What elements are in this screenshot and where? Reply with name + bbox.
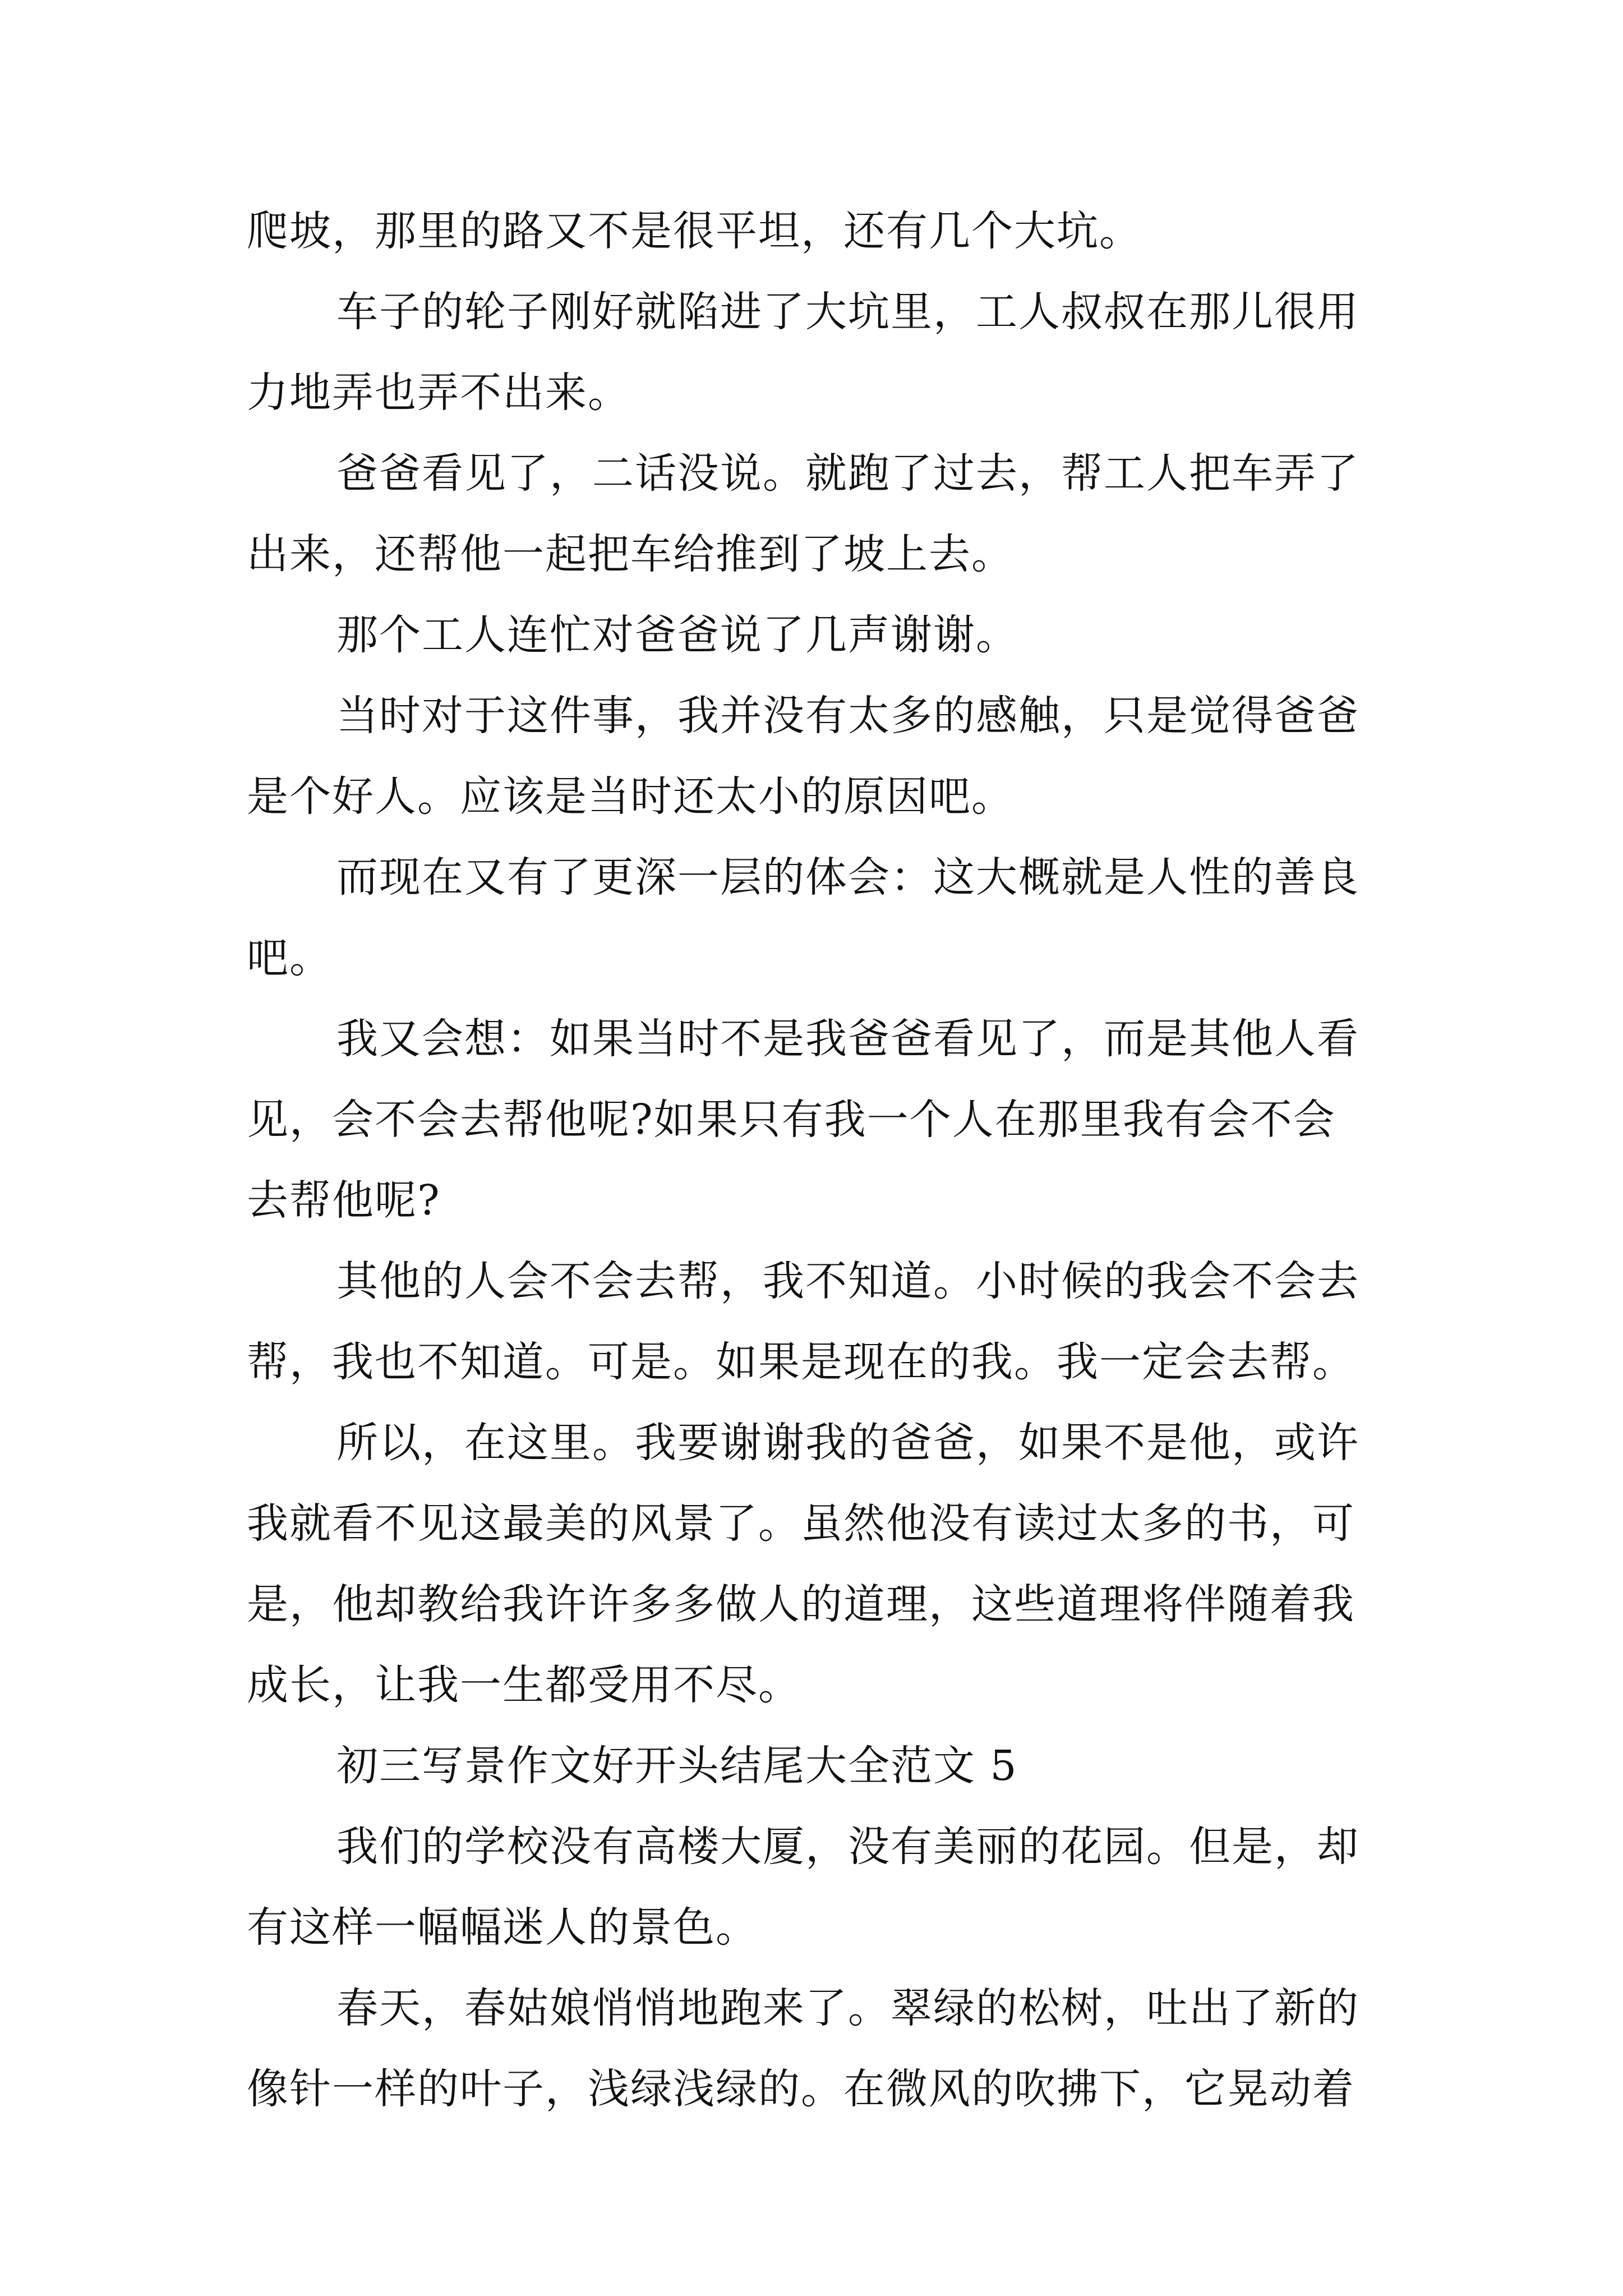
text-line-8: 是个好人。应该是当时还太小的原因吧。 [247,772,1014,821]
text-line-1: 爬坡，那里的路又不是很平坦，还有几个大坑。 [247,207,1142,255]
text-line-14: 其他的人会不会去帮，我不知道。小时候的我会不会去 [336,1257,1359,1305]
text-line-23: 春天，春姑娘悄悄地跑来了。翠绿的松树，吐出了新的 [336,1984,1359,2032]
text-line-24: 像针一样的叶子，浅绿浅绿的。在微风的吹拂下，它晃动着 [247,2065,1355,2113]
text-line-13: 去帮他呢? [247,1176,441,1225]
section-heading: 初三写景作文好开头结尾大全范文 5 [336,1742,1018,1790]
text-line-21: 我们的学校没有高楼大厦，没有美丽的花园。但是，却 [336,1823,1359,1871]
text-line-10: 吧。 [247,934,332,982]
text-line-2: 车子的轮子刚好就陷进了大坑里，工人叔叔在那儿很用 [336,288,1359,336]
text-line-22: 有这样一幅幅迷人的景色。 [247,1903,758,1952]
text-line-16: 所以，在这里。我要谢谢我的爸爸，如果不是他，或许 [336,1419,1359,1467]
text-line-18: 是，他却教给我许许多多做人的道理，这些道理将伴随着我 [247,1580,1355,1628]
text-line-11: 我又会想：如果当时不是我爸爸看见了，而是其他人看 [336,1015,1359,1063]
text-line-7: 当时对于这件事，我并没有太多的感触，只是觉得爸爸 [336,692,1359,740]
text-line-6: 那个工人连忙对爸爸说了几声谢谢。 [336,611,1018,659]
document-body [247,191,1402,2129]
text-line-15: 帮，我也不知道。可是。如果是现在的我。我一定会去帮。 [247,1338,1355,1386]
text-line-9: 而现在又有了更深一层的体会：这大概就是人性的善良 [336,853,1359,901]
text-line-5: 出来，还帮他一起把车给推到了坡上去。 [247,530,1014,578]
text-line-12: 见，会不会去帮他呢?如果只有我一个人在那里我有会不会 [247,1096,1336,1144]
text-line-4: 爸爸看见了，二话没说。就跑了过去，帮工人把车弄了 [336,449,1359,498]
text-line-3: 力地弄也弄不出来。 [247,369,630,417]
text-line-17: 我就看不见这最美的风景了。虽然他没有读过太多的书，可 [247,1499,1355,1548]
text-line-19: 成长，让我一生都受用不尽。 [247,1661,801,1709]
